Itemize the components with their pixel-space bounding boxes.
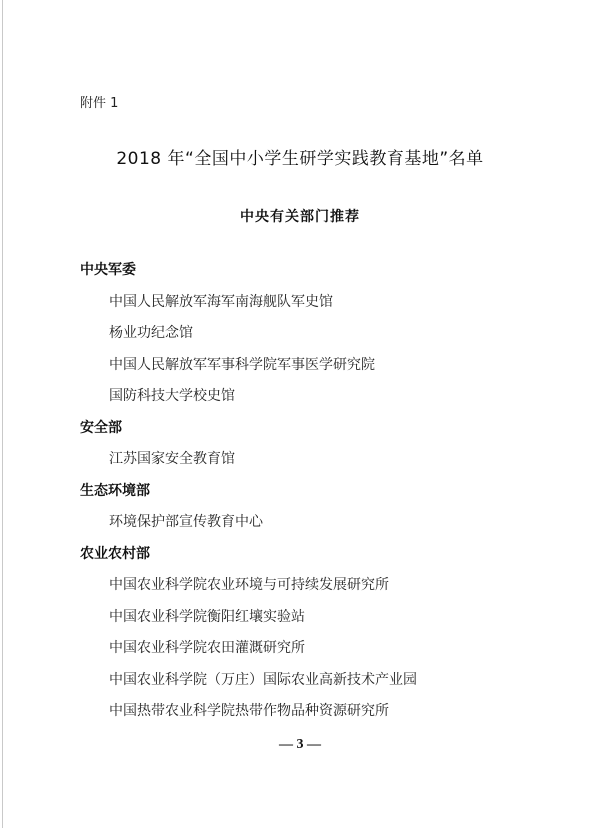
department-section	[80, 539, 540, 728]
list-item: 杨业功纪念馆	[109, 325, 193, 341]
list-item: 中国人民解放军海军南海舰队军史馆	[109, 293, 333, 310]
department-list	[80, 255, 540, 728]
attachment-label: 附件 1	[80, 96, 119, 111]
list-item: 江苏国家安全教育馆	[109, 451, 235, 467]
list-item: 中国人民解放军军事科学院军事医学研究院	[109, 356, 375, 373]
list-item: 中国热带农业科学院热带作物品种资源研究所	[109, 703, 389, 719]
department-heading: 生态环境部	[80, 482, 150, 499]
list-item: 中国农业科学院（万庄）国际农业高新技术产业园	[109, 671, 417, 688]
department-heading: 安全部	[80, 419, 122, 436]
department-heading: 中央军委	[80, 262, 136, 278]
list-item: 中国农业科学院衡阳红壤实验站	[109, 608, 305, 625]
department-heading: 农业农村部	[80, 545, 150, 562]
document-title: 2018 年“全国中小学生研学实践教育基地”名单	[116, 149, 484, 169]
list-item: 环境保护部宣传教育中心	[109, 514, 263, 530]
department-section	[80, 413, 540, 476]
list-item: 国防科技大学校史馆	[109, 388, 235, 404]
list-item: 中国农业科学院农业环境与可持续发展研究所	[109, 577, 389, 593]
department-section	[80, 476, 540, 539]
page-edge	[2, 0, 3, 828]
document-subtitle: 中央有关部门推荐	[240, 209, 360, 225]
department-section	[80, 255, 540, 413]
page-number: — 3 —	[279, 737, 321, 752]
list-item: 中国农业科学院农田灌溉研究所	[109, 640, 305, 656]
